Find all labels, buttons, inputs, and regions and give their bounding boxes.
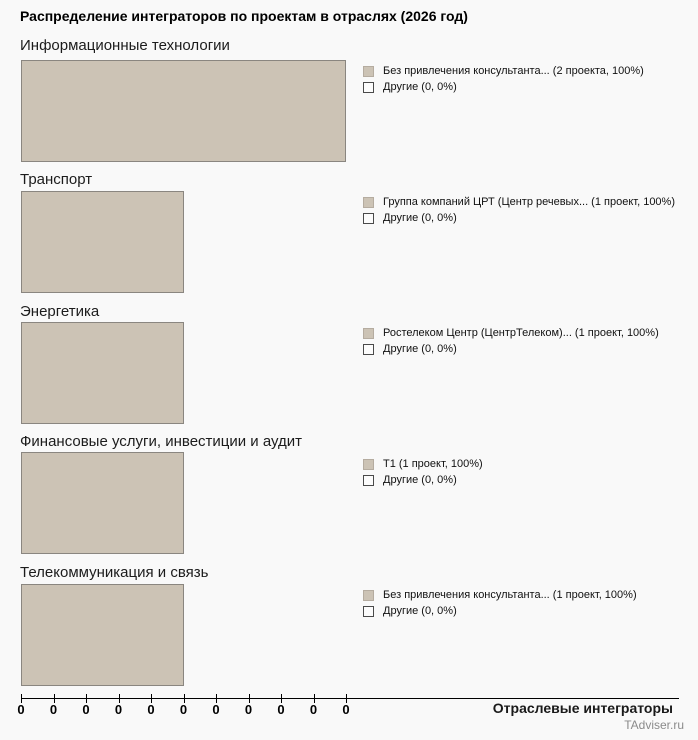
industry-label: Энергетика xyxy=(20,303,100,320)
legend-label: Т1 (1 проект, 100%) xyxy=(383,458,483,470)
x-axis-tick-label: 0 xyxy=(244,702,253,717)
legend-item xyxy=(363,606,637,617)
legend-label: Другие (0, 0%) xyxy=(383,474,457,486)
x-axis-tick-label: 0 xyxy=(342,702,350,717)
legend-swatch-empty-icon xyxy=(363,82,374,93)
x-axis-tick-label: 0 xyxy=(82,702,90,717)
x-axis-tick-label: 0 xyxy=(277,702,285,717)
legend-item xyxy=(363,66,644,77)
legend-swatch-empty-icon xyxy=(363,606,374,617)
legend-item xyxy=(363,213,675,224)
industry-bar xyxy=(21,322,184,424)
legend-swatch-empty-icon xyxy=(363,344,374,355)
industry-label: Транспорт xyxy=(20,171,93,188)
legend-label: Без привлечения консультанта... (2 проекта, 100%) xyxy=(383,65,644,77)
legend-swatch-filled-icon xyxy=(363,66,374,77)
legend-item xyxy=(363,328,659,339)
x-axis-tick-label: 0 xyxy=(49,702,58,717)
legend xyxy=(363,66,644,98)
legend-label: Группа компаний ЦРТ (Центр речевых... (1 проект, 100%) xyxy=(383,196,675,208)
x-axis-tick-label: 0 xyxy=(17,702,25,717)
x-axis-title: Отраслевые интеграторы xyxy=(492,700,673,716)
industry-section xyxy=(0,564,698,694)
industry-section xyxy=(0,171,698,301)
legend xyxy=(363,328,659,360)
legend-swatch-filled-icon xyxy=(363,590,374,601)
industry-bar xyxy=(21,452,184,554)
legend-swatch-empty-icon xyxy=(363,213,374,224)
industry-section xyxy=(0,37,698,167)
tadviser-watermark: TAdviser.ru xyxy=(624,718,684,732)
legend-item xyxy=(363,459,483,470)
industry-label: Телекоммуникация и связь xyxy=(20,564,209,581)
legend-item xyxy=(363,197,675,208)
x-axis-tick-label: 0 xyxy=(179,702,188,717)
chart-title: Распределение интеграторов по проектам в отраслях (2026 год) xyxy=(20,8,468,24)
x-axis-tick-label: 0 xyxy=(212,702,220,717)
x-axis-tick-label: 0 xyxy=(147,702,155,717)
legend-label: Другие (0, 0%) xyxy=(383,605,457,617)
x-axis-tick-label: 0 xyxy=(114,702,123,717)
legend-swatch-filled-icon xyxy=(363,459,374,470)
legend xyxy=(363,459,483,491)
industry-bar xyxy=(21,191,184,293)
legend-swatch-empty-icon xyxy=(363,475,374,486)
industry-section xyxy=(0,433,698,563)
x-axis-tick-label: 0 xyxy=(309,702,318,717)
industry-bar xyxy=(21,584,184,686)
legend-item xyxy=(363,475,483,486)
legend-swatch-filled-icon xyxy=(363,328,374,339)
legend-swatch-filled-icon xyxy=(363,197,374,208)
industry-bar xyxy=(21,60,346,162)
legend xyxy=(363,197,675,229)
legend-label: Ростелеком Центр (ЦентрТелеком)... (1 проект, 100%) xyxy=(383,327,659,339)
industry-label: Финансовые услуги, инвестиции и аудит xyxy=(20,433,303,450)
industry-section xyxy=(0,303,698,433)
legend-label: Другие (0, 0%) xyxy=(383,343,457,355)
legend-item xyxy=(363,82,644,93)
industry-label: Информационные технологии xyxy=(20,37,230,54)
legend-item xyxy=(363,344,659,355)
legend-label: Другие (0, 0%) xyxy=(383,212,457,224)
legend-label: Другие (0, 0%) xyxy=(383,81,457,93)
legend-label: Без привлечения консультанта... (1 проект, 100%) xyxy=(383,589,637,601)
legend-item xyxy=(363,590,637,601)
legend xyxy=(363,590,637,622)
x-axis-line xyxy=(21,698,679,699)
